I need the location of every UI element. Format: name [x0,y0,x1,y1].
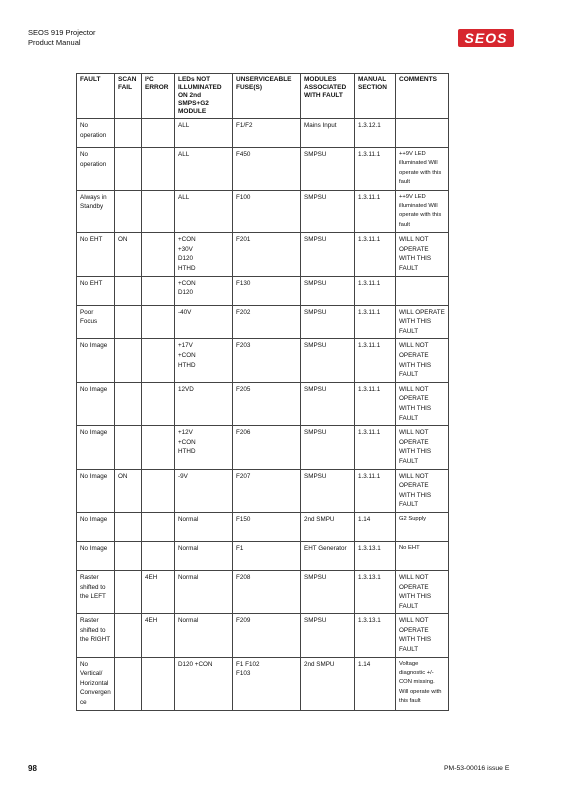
col-header-comments: COMMENTS [396,74,449,119]
cell-i2c: 4EH [142,614,175,657]
cell-fuse: F206 [233,426,301,469]
cell-comments: WILL NOT OPERATE WITH THIS FAULT [396,426,449,469]
cell-section: 1.14 [355,512,396,541]
cell-leds: ALL [175,190,233,233]
cell-fault: No Image [77,541,115,570]
cell-fuse: F202 [233,305,301,339]
cell-leds: -40V [175,305,233,339]
cell-i2c [142,382,175,425]
cell-fault: No EHT [77,233,115,276]
cell-scan [115,305,142,339]
cell-module: SMPSU [301,305,355,339]
cell-fault: No EHT [77,276,115,305]
cell-scan [115,570,142,613]
page-number: 98 [28,764,37,773]
cell-module: Mains Input [301,119,355,148]
cell-fault: No Image [77,382,115,425]
cell-scan [115,119,142,148]
cell-i2c [142,512,175,541]
cell-fuse: F203 [233,339,301,382]
cell-leds: Normal [175,541,233,570]
cell-module: SMPSU [301,570,355,613]
cell-fuse: F201 [233,233,301,276]
table-row [77,339,449,382]
cell-i2c [142,305,175,339]
cell-fuse: F209 [233,614,301,657]
cell-leds: 12VD [175,382,233,425]
header-title: SEOS 919 Projector [28,28,96,37]
header-subtitle: Product Manual [28,38,81,47]
cell-fault: No operation [77,148,115,191]
cell-module: SMPSU [301,233,355,276]
cell-comments: WILL NOT OPERATE WITH THIS FAULT [396,233,449,276]
table-row [77,426,449,469]
cell-module: SMPSU [301,276,355,305]
col-header-manual-section: MANUAL SECTION [355,74,396,119]
table-row [77,148,449,191]
cell-section: 1.3.11.1 [355,469,396,512]
cell-scan [115,657,142,710]
table-body [77,119,449,711]
cell-fuse: F150 [233,512,301,541]
cell-fault: Poor Focus [77,305,115,339]
cell-scan [115,148,142,191]
cell-leds: Normal [175,614,233,657]
cell-fuse: F208 [233,570,301,613]
cell-comments: ++9V LED illuminated Will operate with this fault [396,148,449,191]
col-header-modules: MODULES ASSOCIATED WITH FAULT [301,74,355,119]
table-row [77,119,449,148]
cell-scan [115,339,142,382]
table-row [77,276,449,305]
cell-fuse: F450 [233,148,301,191]
cell-i2c [142,119,175,148]
cell-module: SMPSU [301,382,355,425]
cell-comments: WILL NOT OPERATE WITH THIS FAULT [396,469,449,512]
cell-module: 2nd SMPU [301,512,355,541]
cell-fuse: F1 [233,541,301,570]
cell-fault: Raster shifted to the LEFT [77,570,115,613]
cell-leds: Normal [175,512,233,541]
cell-leds: Normal [175,570,233,613]
cell-fuse: F207 [233,469,301,512]
cell-scan [115,382,142,425]
cell-fuse: F1 F102 F103 [233,657,301,710]
fault-table [76,73,449,711]
cell-fault: No operation [77,119,115,148]
cell-leds: +12V +CON HTHD [175,426,233,469]
cell-i2c [142,233,175,276]
cell-leds: D120 +CON [175,657,233,710]
cell-section: 1.3.11.1 [355,382,396,425]
cell-comments: WILL NOT OPERATE WITH THIS FAULT [396,382,449,425]
col-header-i2c-error: I²C ERROR [142,74,175,119]
cell-i2c [142,469,175,512]
table-row [77,233,449,276]
table-row [77,382,449,425]
cell-leds: +CON D120 [175,276,233,305]
cell-scan: ON [115,233,142,276]
cell-leds: ALL [175,119,233,148]
cell-i2c [142,541,175,570]
table-row [77,305,449,339]
cell-fault: No Image [77,339,115,382]
cell-module: SMPSU [301,426,355,469]
cell-fault: No Image [77,426,115,469]
cell-section: 1.3.11.1 [355,190,396,233]
cell-section: 1.3.11.1 [355,305,396,339]
cell-section: 1.14 [355,657,396,710]
cell-scan [115,614,142,657]
cell-comments [396,276,449,305]
cell-i2c [142,339,175,382]
cell-scan [115,276,142,305]
cell-fuse: F100 [233,190,301,233]
cell-section: 1.3.11.1 [355,276,396,305]
cell-module: SMPSU [301,469,355,512]
col-header-leds: LEDs NOT ILLUMINATED ON 2nd SMPS+G2 MODULE [175,74,233,119]
table-row [77,512,449,541]
cell-leds: +CON +30V D120 HTHD [175,233,233,276]
cell-scan [115,426,142,469]
cell-scan [115,512,142,541]
cell-section: 1.3.11.1 [355,339,396,382]
cell-section: 1.3.12.1 [355,119,396,148]
cell-module: SMPSU [301,148,355,191]
cell-scan [115,541,142,570]
col-header-fuses: UNSERVICEABLE FUSE(S) [233,74,301,119]
document-header [28,28,96,48]
cell-comments: WILL OPERATE WITH THIS FAULT [396,305,449,339]
cell-section: 1.3.13.1 [355,541,396,570]
table-row [77,541,449,570]
cell-comments: G2 Supply [396,512,449,541]
cell-comments: No EHT [396,541,449,570]
cell-section: 1.3.11.1 [355,233,396,276]
cell-fuse: F1/F2 [233,119,301,148]
cell-module: SMPSU [301,339,355,382]
cell-comments: Voltage diagnostic +/- CON missing. Will operate with this fault [396,657,449,710]
cell-leds: +17V +CON HTHD [175,339,233,382]
cell-comments: WILL NOT OPERATE WITH THIS FAULT [396,570,449,613]
col-header-scan-fail: SCAN FAIL [115,74,142,119]
table-header-row [77,74,449,119]
cell-fault: Raster shifted to the RIGHT [77,614,115,657]
cell-fault: No Image [77,512,115,541]
cell-fault: No Vertical/ Horizontal Convergen ce [77,657,115,710]
cell-scan: ON [115,469,142,512]
cell-scan [115,190,142,233]
cell-comments: WILL NOT OPERATE WITH THIS FAULT [396,339,449,382]
cell-module: SMPSU [301,190,355,233]
cell-section: 1.3.13.1 [355,614,396,657]
cell-comments: ++9V LED illuminated Will operate with this fault [396,190,449,233]
table-row [77,570,449,613]
cell-fuse: F130 [233,276,301,305]
cell-module: 2nd SMPU [301,657,355,710]
table-row [77,614,449,657]
cell-fault: No Image [77,469,115,512]
cell-fault: Always in Standby [77,190,115,233]
table-row [77,190,449,233]
cell-i2c [142,426,175,469]
cell-leds: -9V [175,469,233,512]
cell-section: 1.3.11.1 [355,148,396,191]
table-row [77,469,449,512]
col-header-fault: FAULT [77,74,115,119]
document-reference: PM-53-00016 issue E [444,765,510,772]
cell-section: 1.3.11.1 [355,426,396,469]
cell-i2c [142,276,175,305]
cell-i2c: 4EH [142,570,175,613]
cell-comments [396,119,449,148]
cell-section: 1.3.13.1 [355,570,396,613]
cell-module: SMPSU [301,614,355,657]
cell-fuse: F205 [233,382,301,425]
cell-leds: ALL [175,148,233,191]
cell-module: EHT Generator [301,541,355,570]
table-row [77,657,449,710]
cell-comments: WILL NOT OPERATE WITH THIS FAULT [396,614,449,657]
cell-i2c [142,190,175,233]
cell-i2c [142,148,175,191]
cell-i2c [142,657,175,710]
seos-logo: SEOS [458,29,514,47]
